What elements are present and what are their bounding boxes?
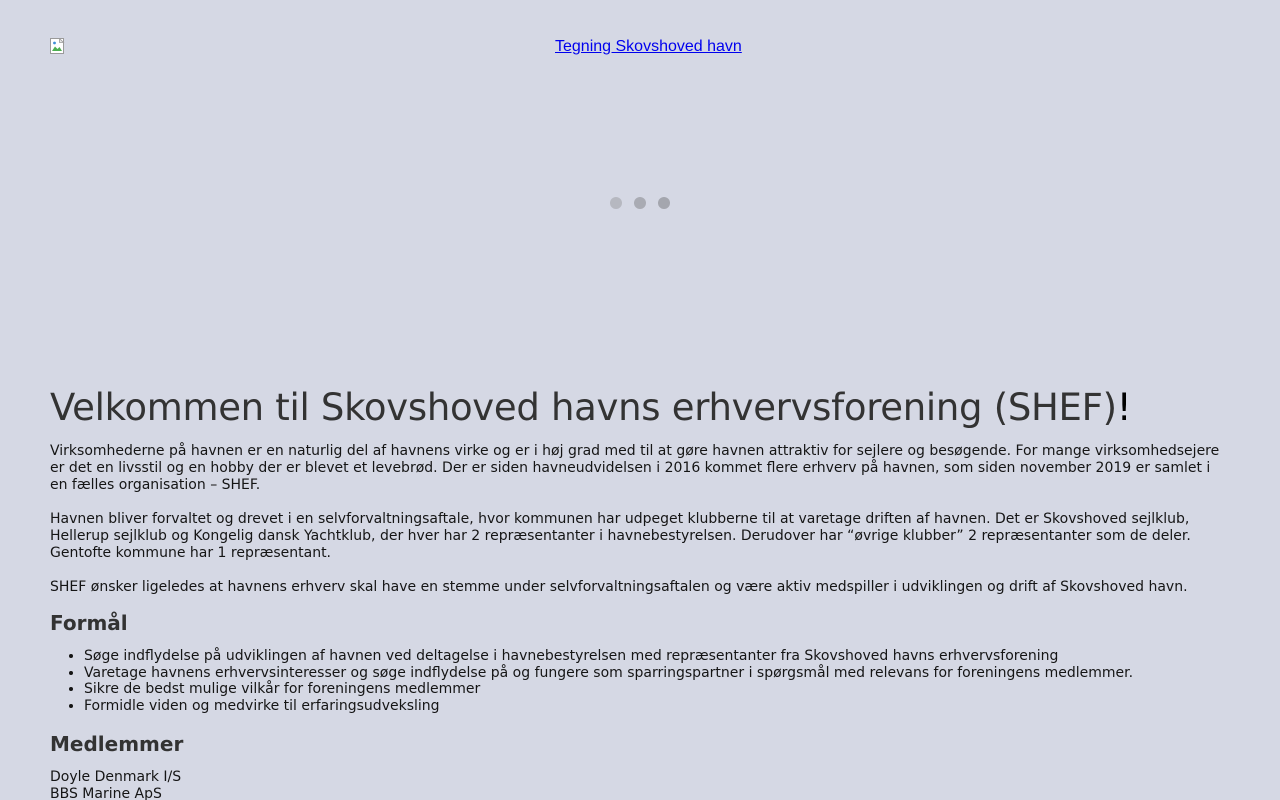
purpose-list-item: • Søge indflydelse på udviklingen af havnen ved deltagelse i havnebestyrelsen med repræsentanter fra Skovshoved havns erhvervsforening [84, 648, 1230, 665]
purpose-heading: Formål [50, 611, 128, 635]
members-heading: Medlemmer [50, 731, 184, 756]
slider-dot-2[interactable] [634, 197, 646, 209]
slider-dot-1[interactable] [610, 197, 622, 209]
purpose-list-item: • Sikre de bedst mulige vilkår for foreningens medlemmer [84, 681, 1230, 698]
hero-banner [50, 38, 1230, 358]
main-content [50, 386, 1230, 800]
intro-paragraph: Virksomhederne på havnen er en naturlig del af havnens virke og er i høj grad med til at gøre havnen attraktiv for sejlere og besøgende. For mange virksomhedsejere er det en livsstil og en hobby der er blevet et levebrød. Der er siden havneudvidelsen i 2016 kommet flere erhverv på havnen, som siden november 2019 er samlet i en fælles organisation – SHEF. [50, 443, 1220, 493]
purpose-list [50, 648, 1230, 715]
page-title-text: Velkommen til Skovshoved havns erhvervsforening (SHEF) [50, 386, 1117, 429]
page-title [50, 386, 1230, 430]
broken-image-icon [50, 38, 66, 54]
purpose-list-item: • Formidle viden og medvirke til erfaringsudveksling [84, 698, 1230, 715]
members-list [50, 769, 1230, 800]
goal-paragraph: SHEF ønsker ligeledes at havnens erhverv skal have en stemme under selvforvaltningsaftalen og være aktiv medspiller i udviklingen og drift af Skovshoved havn. [50, 579, 1188, 595]
slider-dot-3[interactable] [658, 197, 670, 209]
member-item: Doyle Denmark I/S [50, 768, 182, 785]
member-item: BBS Marine ApS [50, 785, 162, 800]
purpose-list-item: • Varetage havnens erhvervsinteresser og søge indflydelse på og fungere som sparringspartner i spørgsmål med relevans for foreningens medlemmer. [84, 665, 1230, 682]
page-title-exclamation: ! [1116, 386, 1132, 429]
banner-image-link[interactable]: Tegning Skovshoved havn [555, 38, 742, 55]
governance-paragraph: Havnen bliver forvaltet og drevet i en selvforvaltningsaftale, hvor kommunen har udpeget klubberne til at varetage driften af havnen. Det er Skovshoved sejlklub, Hellerup sejlklub og Kongelig dansk Yachtklub, der hver har 2 repræsentanter i havnebestyrelsen. Derudover har “øvrige klubber” 2 repræsentanter som de deler. Gentofte kommune har 1 repræsentant. [50, 511, 1191, 561]
